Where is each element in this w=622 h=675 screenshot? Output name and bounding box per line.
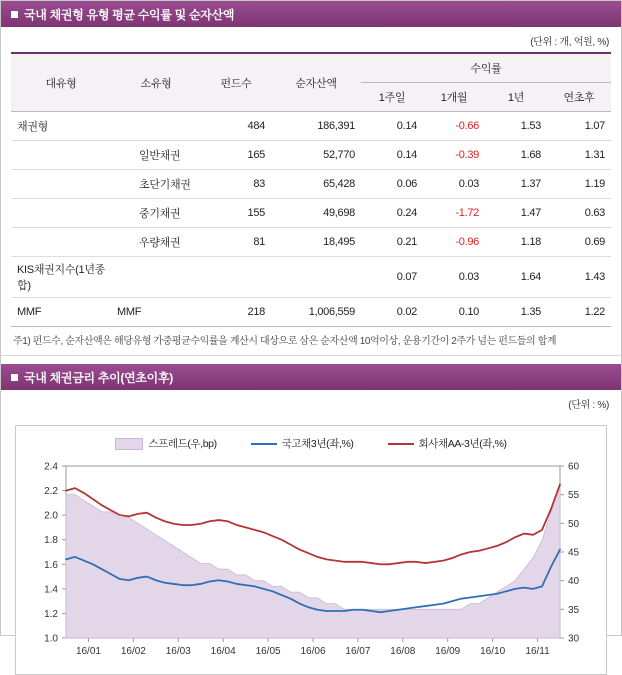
cell-fund-count: 165	[201, 141, 271, 170]
y-axis-right-tick-label: 30	[568, 633, 580, 645]
y-axis-left-tick-label: 2.2	[44, 486, 58, 498]
cell-net-asset: 1,006,559	[271, 298, 361, 327]
cell-return-1year: 1.18	[485, 228, 547, 257]
fund-returns-table	[11, 52, 611, 327]
cell-return-1week: 0.21	[361, 228, 423, 257]
cell-return-ytd: 1.22	[547, 298, 611, 327]
cell-return-1week: 0.02	[361, 298, 423, 327]
cell-return-1year: 1.35	[485, 298, 547, 327]
table-body	[11, 112, 611, 327]
y-axis-right-tick-label: 55	[568, 490, 580, 502]
x-axis-tick-label: 16/02	[120, 646, 146, 657]
cell-major-type	[11, 170, 111, 199]
cell-return-ytd: 1.31	[547, 141, 611, 170]
cell-minor-type	[111, 257, 201, 298]
cell-return-1year: 1.47	[485, 199, 547, 228]
unit-note-chart: (단위 : %)	[568, 400, 609, 411]
x-axis-tick-label: 16/05	[255, 646, 281, 657]
cell-fund-count: 83	[201, 170, 271, 199]
cell-minor-type: 우량채권	[111, 228, 201, 257]
x-axis-tick-label: 16/03	[165, 646, 191, 657]
table-row	[11, 112, 611, 141]
y-axis-right-tick-label: 50	[568, 518, 580, 530]
cell-net-asset: 186,391	[271, 112, 361, 141]
cell-return-ytd: 1.43	[547, 257, 611, 298]
cell-minor-type	[111, 112, 201, 141]
y-axis-left-tick-label: 1.6	[44, 559, 58, 571]
cell-minor-type: 초단기채권	[111, 170, 201, 199]
x-axis-tick-label: 16/10	[480, 646, 506, 657]
table-row	[11, 170, 611, 199]
cell-fund-count	[201, 257, 271, 298]
x-axis-tick-label: 16/07	[345, 646, 371, 657]
section-title: 국내 채권형 유형 평균 수익률 및 순자산액	[24, 7, 235, 22]
cell-net-asset: 18,495	[271, 228, 361, 257]
table-row	[11, 199, 611, 228]
section-header-bond-rates	[1, 364, 621, 390]
unit-note-table: (단위 : 개, 억원, %)	[530, 37, 609, 48]
table-footnote: 주1) 펀드수, 순자산액은 해당유형 가중평균수익률을 계산시 대상으로 삼은 순자산액 10억이상, 운용기간이 2주가 넘는 펀드들의 합계	[1, 327, 621, 356]
cell-return-1month: -0.66	[423, 112, 485, 141]
bullet-square-icon-2	[11, 374, 18, 381]
col-header-ytd: 연초후	[547, 83, 611, 112]
col-header-1month: 1개월	[423, 83, 485, 112]
y-axis-right-tick-label: 60	[568, 461, 580, 473]
x-axis-tick-label: 16/04	[210, 646, 236, 657]
x-axis-tick-label: 16/08	[390, 646, 416, 657]
cell-return-ytd: 1.07	[547, 112, 611, 141]
y-axis-left-tick-label: 1.0	[44, 633, 58, 645]
col-header-nav: 순자산액	[271, 53, 361, 112]
y-axis-left-tick-label: 2.0	[44, 510, 58, 522]
y-axis-left-tick-label: 1.4	[44, 584, 58, 596]
y-axis-right-tick-label: 40	[568, 576, 580, 588]
col-header-funds: 펀드수	[201, 53, 271, 112]
cell-major-type	[11, 141, 111, 170]
cell-return-1week: 0.24	[361, 199, 423, 228]
legend-label-corp3y: 회사채AA-3년(좌,%)	[418, 438, 507, 450]
cell-net-asset	[271, 257, 361, 298]
cell-return-1month: -0.39	[423, 141, 485, 170]
chart-plot-area	[16, 426, 606, 674]
cell-return-1month: 0.03	[423, 170, 485, 199]
cell-major-type: MMF	[11, 298, 111, 327]
x-axis-tick-label: 16/11	[525, 646, 550, 657]
x-axis-tick-label: 16/01	[75, 646, 101, 657]
table-row	[11, 141, 611, 170]
cell-return-ytd: 0.69	[547, 228, 611, 257]
cell-return-1year: 1.68	[485, 141, 547, 170]
cell-minor-type: 중기채권	[111, 199, 201, 228]
table-row	[11, 228, 611, 257]
cell-fund-count: 484	[201, 112, 271, 141]
cell-major-type	[11, 199, 111, 228]
col-header-returns-group: 수익률	[361, 53, 611, 83]
cell-major-type: KIS채권지수(1년종합)	[11, 257, 111, 298]
col-header-1week: 1주일	[361, 83, 423, 112]
table-row	[11, 298, 611, 327]
cell-return-ytd: 0.63	[547, 199, 611, 228]
bond-rate-chart	[15, 425, 607, 675]
cell-return-ytd: 1.19	[547, 170, 611, 199]
cell-major-type	[11, 228, 111, 257]
cell-minor-type: MMF	[111, 298, 201, 327]
cell-net-asset: 52,770	[271, 141, 361, 170]
cell-return-1year: 1.37	[485, 170, 547, 199]
x-axis-tick-label: 16/06	[300, 646, 326, 657]
legend-label-ktb3y: 국고채3년(좌,%)	[281, 438, 354, 450]
cell-return-1year: 1.64	[485, 257, 547, 298]
cell-return-1year: 1.53	[485, 112, 547, 141]
section-header-fund-returns	[1, 1, 621, 27]
cell-return-1month: 0.03	[423, 257, 485, 298]
y-axis-left-tick-label: 1.8	[44, 535, 58, 547]
cell-return-1month: -0.96	[423, 228, 485, 257]
x-axis-tick-label: 16/09	[435, 646, 461, 657]
col-header-1year: 1년	[485, 83, 547, 112]
col-header-minor: 소유형	[111, 53, 201, 112]
cell-net-asset: 49,698	[271, 199, 361, 228]
cell-fund-count: 81	[201, 228, 271, 257]
cell-return-1week: 0.06	[361, 170, 423, 199]
table-row	[11, 257, 611, 298]
section-title-2: 국내 채권금리 추이(연초이후)	[24, 370, 173, 385]
y-axis-right-tick-label: 45	[568, 547, 580, 559]
cell-net-asset: 65,428	[271, 170, 361, 199]
cell-major-type: 채권형	[11, 112, 111, 141]
table-header-row-1	[11, 53, 611, 83]
cell-return-1week: 0.14	[361, 141, 423, 170]
y-axis-right-tick-label: 35	[568, 604, 580, 616]
y-axis-left-tick-label: 1.2	[44, 608, 58, 620]
bullet-square-icon	[11, 11, 18, 18]
cell-return-1week: 0.14	[361, 112, 423, 141]
col-header-major: 대유형	[11, 53, 111, 112]
y-axis-left-tick-label: 2.4	[44, 461, 58, 473]
cell-minor-type: 일반채권	[111, 141, 201, 170]
cell-return-1week: 0.07	[361, 257, 423, 298]
legend-label-spread: 스프레드(우,bp)	[148, 438, 217, 450]
cell-return-1month: -1.72	[423, 199, 485, 228]
cell-return-1month: 0.10	[423, 298, 485, 327]
cell-fund-count: 218	[201, 298, 271, 327]
cell-fund-count: 155	[201, 199, 271, 228]
